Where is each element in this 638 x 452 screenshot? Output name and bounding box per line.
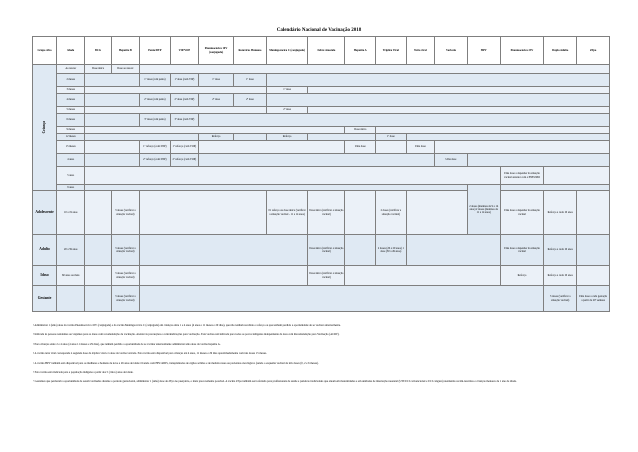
vaccination-calendar-table [32,36,610,312]
group-cell-adulto: Adulto [33,235,57,266]
cell-dupla: 3 doses (verificar a situação vacinal) [544,286,577,312]
empty-cell [140,191,267,235]
cell-pneumo: Reforço [199,134,234,141]
table-row [33,94,610,107]
empty-cell [85,286,111,312]
table-row [33,191,610,235]
age-cell: 20 a 59 anos [57,235,85,266]
empty-cell [577,235,610,266]
table-row [33,266,610,286]
empty-cell [140,266,308,286]
col-header: BCG [85,37,111,65]
table-row [33,87,610,94]
table-row [33,286,610,312]
cell-vip: 1º reforço (com VOP) [170,141,198,154]
empty-cell [467,154,609,167]
empty-cell [85,114,140,127]
cell-penta: 3ª dose (com penta) [140,114,171,127]
table-row [33,65,610,74]
empty-cell [345,191,376,235]
empty-cell [406,191,467,235]
empty-cell [140,235,308,266]
cell-penta: 1ª dose (com penta) [140,74,171,87]
cell-pneumo23: Uma dose a depender da situação vacinal anterior com a PNEUMO [500,167,544,185]
header-row [33,37,610,65]
cell-febre: Dose única [345,127,376,134]
cell-vip: 2ª dose (com VIP) [170,94,198,107]
empty-cell [85,191,111,235]
page-title: Calendário Nacional de Vacinação 2018 [276,28,362,33]
col-header: VIP/VOP [170,37,198,65]
table-row [33,235,610,266]
cell-febre: Dose única (verificar a situação vacinal) [308,266,345,286]
empty-cell [376,141,407,154]
empty-cell [544,167,610,185]
age-cell: 15 meses [57,141,85,154]
empty-cell [85,74,140,87]
table-row [33,74,610,87]
cell-hepa: Uma dose [345,141,376,154]
cell-penta: 2ª dose (com penta) [140,94,171,107]
group-cell-idoso: Idoso [33,266,57,286]
empty-cell [577,191,610,235]
age-cell: 3 meses [57,87,85,94]
col-header: Rotavírus Humano [234,37,267,65]
cell-hepb: 3 doses (verificar a situação vacinal) [111,266,139,286]
group-cell-gestante: Gestante [33,286,57,312]
empty-cell [577,266,610,286]
cell-dupla: Reforço a cada 10 anos [544,235,577,266]
col-header: Febre Amarela [308,37,345,65]
empty-cell [85,127,345,134]
footnote: ⁷ Gestantes que perderam a oportunidade de serem vacinadas durante o período gestacional, administrar 1 (uma) dose de dTpa no puerpério, o mais precocemente possível. A vacina dTpa também será ofertada para profissionais de saúde e parteiras tradicionais que atuam em maternidades e em unidades de internação neonatal (UTI/UCI convencional e UCI canguru) atendendo recém-nascidos e crianças menores de 1 ano de idade. [33,380,517,384]
empty-cell [376,127,610,134]
cell-vip: 1ª dose (com VIP) [170,74,198,87]
cell-tetra: Uma dose [406,141,434,154]
table-row [33,114,610,127]
col-header: Hepatite A [345,37,376,65]
table-row [33,134,610,141]
empty-cell [85,167,500,185]
empty-cell [85,235,111,266]
footnote: ⁵ A vacina HPV também está disponível para os mulheres e homens de nove a 26 anos de idade vivendo com HIV/AIDS, transplantados de órgãos sólidos e de medula óssea ou pacientes oncológicos (sendo o esquema vacinal de três doses (0, 2 e 6 meses). [33,361,319,365]
age-cell: 2 meses [57,74,85,87]
empty-cell [308,87,610,94]
col-header: Pneumocócica 23V [500,37,544,65]
cell-pneumo: 1ª dose [199,74,234,87]
footnote: ¹ Administrar 1 (uma) dose da vacina Pneumocócica 10V (conjugada) e da vacina Meningocócica C (conjugada) em crianças entre 1 e 4 anos (4 anos e 11 meses e 29 dias), que não tenham recebido o reforço ou que tenham perdido a oportunidade de se vacinar anteriormente. [33,324,341,327]
table-row [33,154,610,167]
table-row [33,127,610,134]
age-cell: 4 meses [57,94,85,107]
empty-cell [85,266,111,286]
col-header: Hepatite B [111,37,139,65]
cell-penta: 2º reforço (com DTP) [140,154,171,167]
empty-cell [406,134,609,141]
cell-vip: 3ª dose (com VIP) [170,114,198,127]
cell-menc: 01 reforço ou dose única (verificar a situação vacinal - 11 a 14 anos) [266,191,308,235]
age-cell: 9 anos [57,185,85,191]
cell-bcg: Dose única [85,65,111,74]
empty-cell [140,286,544,312]
cell-pneumo: 2ª dose [199,94,234,107]
cell-dupla: Reforço a cada 10 anos [544,266,577,286]
empty-cell [435,141,610,154]
table-row [33,107,610,114]
age-cell: 6 meses [57,114,85,127]
empty-cell [345,266,500,286]
col-header: HPV [467,37,500,65]
col-header: Pneumocócica 10V (conjugada) [199,37,234,65]
empty-cell [234,134,267,141]
col-header: Grupo Alvo [33,37,57,65]
col-header: Tríplice Viral [376,37,407,65]
empty-cell [57,286,85,312]
age-cell: 10 a 19 anos [57,191,85,235]
age-cell: 9 meses [57,127,85,134]
empty-cell [345,235,376,266]
footnote: ⁶ Esta vacina está indicada para a população indígena a partir dos 5 (cinco) anos de idade. [33,371,134,375]
empty-cell [266,74,609,87]
cell-menc: 2ª dose [266,107,308,114]
empty-cell [85,134,199,141]
empty-cell [308,134,376,141]
col-header: Varicela [435,37,468,65]
empty-cell [85,107,266,114]
cell-triplice: 1ª dose [376,134,407,141]
age-cell: Ao nascer [57,65,85,74]
cell-triplice: 2 doses (verificar a situação vacinal) [376,191,407,235]
cell-dupla: Reforço a cada 10 anos [544,191,577,235]
empty-cell [85,154,140,167]
cell-hepb: 3 doses (verificar a situação vacinal) [111,286,139,312]
cell-febre: Dose única (verificar a situação vacinal) [308,235,345,266]
cell-pneumo23: Reforço [500,266,544,286]
empty-cell [85,87,266,94]
empty-cell [406,235,500,266]
cell-triplice: 2 doses (20 a 29 anos) 1 dose (30 a 49 anos) [376,235,407,266]
cell-dtpa: Uma dose a cada gestação a partir da 20ª semana [577,286,610,312]
col-header: Idade [57,37,85,65]
footnote: ² Indicada às pessoas residentes ou viajantes para as áreas com recomendação de vacinação. Atentar às precauções e contraindicações para vacinação. Esta vacina está indicada para todos os povos indígenas independente da área com Recomendação para Vacinação (ACRV). [33,333,340,337]
cell-pneumo23: Uma dose a depender da situação vacinal [500,191,544,235]
table-row [33,167,610,185]
empty-cell [266,94,609,107]
col-header: dTpa [577,37,610,65]
group-cell-crianca: Criança [33,65,57,191]
empty-cell [199,141,345,154]
cell-varicela: Uma dose [435,154,468,167]
footnote: ⁴ A vacina tetra viral corresponde à segunda dose da tríplice viral e à dose da vacina varicela. Esta vacina está disponível para crianças até 4 anos, 11 meses e 29 dias aproximadamente com tais doses 15 meses. [33,352,267,356]
empty-cell [85,141,140,154]
cell-menc: 1ª dose [266,87,308,94]
cell-penta: 1º reforço (com DTP) [140,141,171,154]
age-cell: 5 anos [57,167,85,185]
cell-pneumo23: Uma dose a depender da situação vacinal [500,235,544,266]
cell-rota: 1ª dose [234,74,267,87]
age-cell: 5 meses [57,107,85,114]
footnote: ³ Para crianças entre 2 e 4 anos (4 anos 11 meses e 29 dias), que tenham perdido a oportunidade de se vacinar anteriormente administrar uma dose da vacina hepatite A. [33,342,221,346]
cell-hpv: 2 doses (meninas de 9 a 14 anos) 2 doses (meninos de 11 a 14 anos) [467,185,500,235]
footnotes [33,324,611,390]
cell-hepb: Dose ao nascer [111,65,139,74]
col-header: Meningocócica C (conjugada) [266,37,308,65]
age-cell: 12 meses [57,134,85,141]
cell-rota: 2ª dose [234,94,267,107]
col-header: Penta/DTP [140,37,171,65]
cell-hepb: 3 doses (verificar a situação vacinal) [111,235,139,266]
empty-cell [199,114,610,127]
empty-cell [308,107,610,114]
table-row [33,141,610,154]
age-cell: 4 anos [57,154,85,167]
empty-cell [85,94,140,107]
col-header: Tetra viral [406,37,434,65]
empty-cell [140,65,610,74]
group-cell-adolescente: Adolescente [33,191,57,235]
cell-vip: 2º reforço (com VOP) [170,154,198,167]
cell-febre: Dose única (verificar a situação vacinal) [308,191,345,235]
cell-menc: Reforço [266,134,308,141]
age-cell: 60 anos ou mais [57,266,85,286]
empty-cell [199,154,435,167]
cell-hepb: 3 doses (verificar a situação vacinal) [111,191,139,235]
col-header: Dupla Adulto [544,37,577,65]
